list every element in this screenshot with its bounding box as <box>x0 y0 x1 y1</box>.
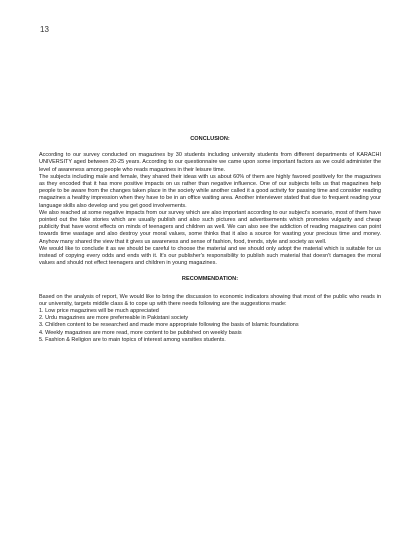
conclusion-paragraph-2: The subjects including male and female, they shared their ideas with us about 60% of them are highly favored positively for the magazines as they encoded that it has more positive impacts on us rather than negative influence. One of our subjects tells us that magazines help people to be aware from the changes taken place in the society while another called it a good activity for passing time and consider reading magazines a healthy impression when they have to be in an office waiting area. Another interviewer stated that due to frequent reading your language skills also develop and you get good involvements. <box>39 173 381 209</box>
recommendation-intro: Based on the analysis of report, We would like to bring the discussion to economic indicators showing that most of the public who reads in our university, targets middle class & to cope up with there needs following are the suggestions made: <box>39 293 381 307</box>
conclusion-paragraph-4: We would like to conclude it as we should be careful to choose the material and we should only adopt the material which is suitable for us instead of copying every odds and ends with it. It's our publisher's responsibility to publish such material that doesn't damages the moral values and should not effect teenagers and children in young magazines. <box>39 245 381 267</box>
conclusion-paragraph-3: We also reached at some negative impacts from our survey which are also important according to our subject's scenario, most of them have pointed out the fake stories which are usually publish and also such pictures and advertisements which promotes vulgarity and cheap publicity that have worst effects on minds of teenagers and children as well. We can also see the addiction of reading magazines can point towards time wastage and also destroy your moral values, some thinks that it also a source for wasting your precious time and money. Anyhow many shared the view that it gives us awareness and sense of fashion, food, trends, style and society as well. <box>39 209 381 245</box>
recommendation-item: 3. Children content to be researched and made more appropriate following the basis of Islamic foundations <box>39 322 299 329</box>
recommendation-item: 1. Low price magazines will be much appreciated <box>39 308 159 315</box>
recommendation-item: 2. Urdu magazines are more preferreable in Pakistani society <box>39 315 189 322</box>
recommendation-list <box>39 308 381 344</box>
recommendation-item: 4. Weekly magazines are more read, more content to be published on weekly basis <box>39 329 242 336</box>
conclusion-heading: CONCLUSION: <box>190 136 230 142</box>
page-number: 13 <box>40 25 49 34</box>
conclusion-paragraph-1: According to our survey conducted on magazines by 30 students including university students from different departments of KARACHI UNIVERSITY aged between 20-25 years. According to our questionnaire we came upon some important factors as we could administer the level of awareness among people who reads magazines in their leisure time. <box>39 152 381 173</box>
recommendation-heading: RECOMMENDATION: <box>181 276 239 283</box>
document-body <box>39 136 381 344</box>
recommendation-item: 5. Fashion & Religion are to main topics of interest among varsities students. <box>39 336 226 343</box>
